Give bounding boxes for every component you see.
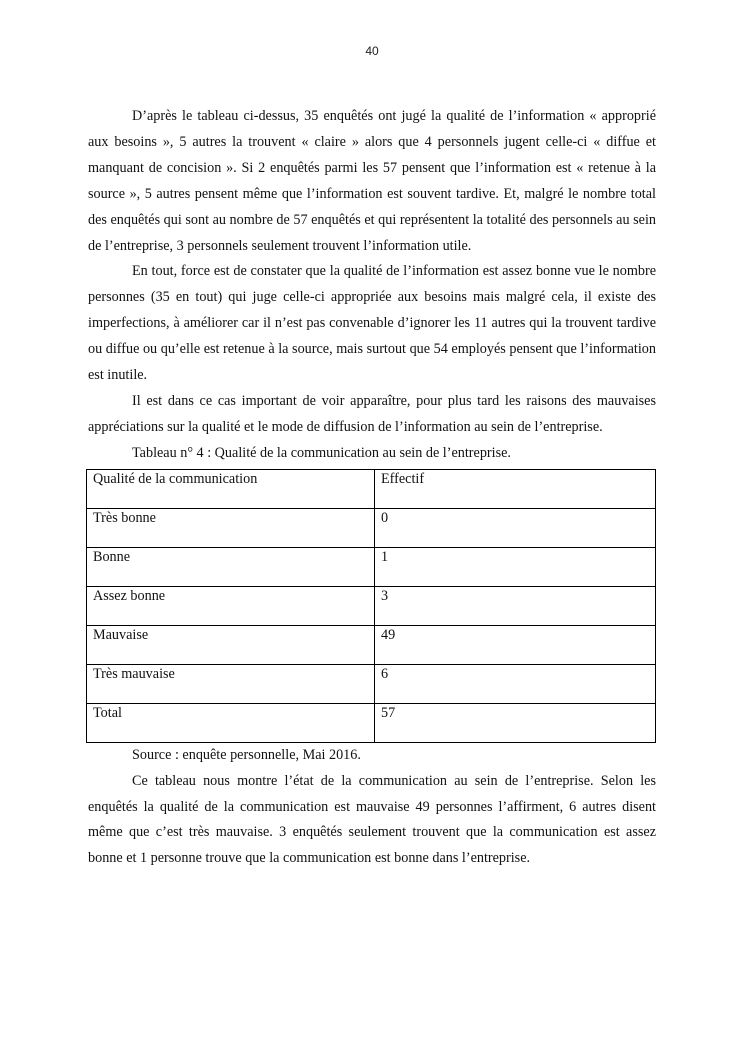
table-source: Source : enquête personnelle, Mai 2016.: [132, 746, 361, 763]
table-cell-count: 6: [375, 664, 656, 703]
paragraph-analysis-information: D’après le tableau ci-dessus, 35 enquêtés ont jugé la qualité de l’information « approprié aux besoins », 5 autres la trouvent « claire » alors que 4 personnels jugent celle-ci « diffue et manquant de concision ». Si 2 enquêtés parmi les 57 pensent que l’information est « retenue à la source », 5 autres pensent même que l’information est souvent tardive. Et, malgré le nombre total des enquêtés qui sont au nombre de 57 enquêtés et qui représentent la totalité des personnels au sein de l’entreprise, 3 personnels seulement trouvent l’information utile.: [88, 108, 656, 254]
table-row: [87, 508, 656, 547]
table-cell-count: 57: [375, 703, 656, 742]
paragraph-table-analysis: Ce tableau nous montre l’état de la communication au sein de l’entreprise. Selon les enquêtés la qualité de la communication est mauvaise 49 personnes l’affirment, 6 autres disent même que c’est très mauvaise. 3 enquêtés seulement trouvent que la communication est assez bonne et 1 personne trouve que la communication est bonne dans l’entreprise.: [88, 772, 656, 867]
table-cell-quality: Assez bonne: [87, 586, 375, 625]
page-number: 40: [365, 44, 379, 58]
table-cell-count: 3: [375, 586, 656, 625]
table-cell-count: 1: [375, 547, 656, 586]
table-cell-quality: Mauvaise: [87, 625, 375, 664]
table-row: [87, 625, 656, 664]
table-cell-quality: Très mauvaise: [87, 664, 375, 703]
table-caption: Tableau n° 4 : Qualité de la communication au sein de l’entreprise.: [132, 444, 511, 461]
table-header-row: [87, 469, 656, 508]
table-cell-count: 49: [375, 625, 656, 664]
table-cell-quality: Bonne: [87, 547, 375, 586]
paragraph-conclusion-information: En tout, force est de constater que la qualité de l’information est assez bonne vue le nombre personnes (35 en tout) qui juge celle-ci appropriée aux besoins mais malgré cela, il existe des imperfections, à améliorer car il n’est pas convenable d’ignorer les 11 autres qui la trouvent tardive ou diffue ou qu’elle est retenue à la source, mais surtout que 54 employés pensent que l’information est inutile.: [88, 263, 656, 384]
document-body: [88, 104, 656, 872]
table-row: [87, 547, 656, 586]
table-header-quality: Qualité de la communication: [87, 469, 375, 508]
table-cell-count: 0: [375, 508, 656, 547]
table-row: [87, 664, 656, 703]
table-cell-quality: Très bonne: [87, 508, 375, 547]
paragraph-importance: Il est dans ce cas important de voir apparaître, pour plus tard les raisons des mauvaises appréciations sur la qualité et le mode de diffusion de l’information au sein de l’entreprise.: [88, 392, 656, 435]
table-header-count: Effectif: [375, 469, 656, 508]
table-row: [87, 586, 656, 625]
communication-quality-table: [86, 469, 656, 743]
table-cell-quality: Total: [87, 703, 375, 742]
table-row-total: [87, 703, 656, 742]
